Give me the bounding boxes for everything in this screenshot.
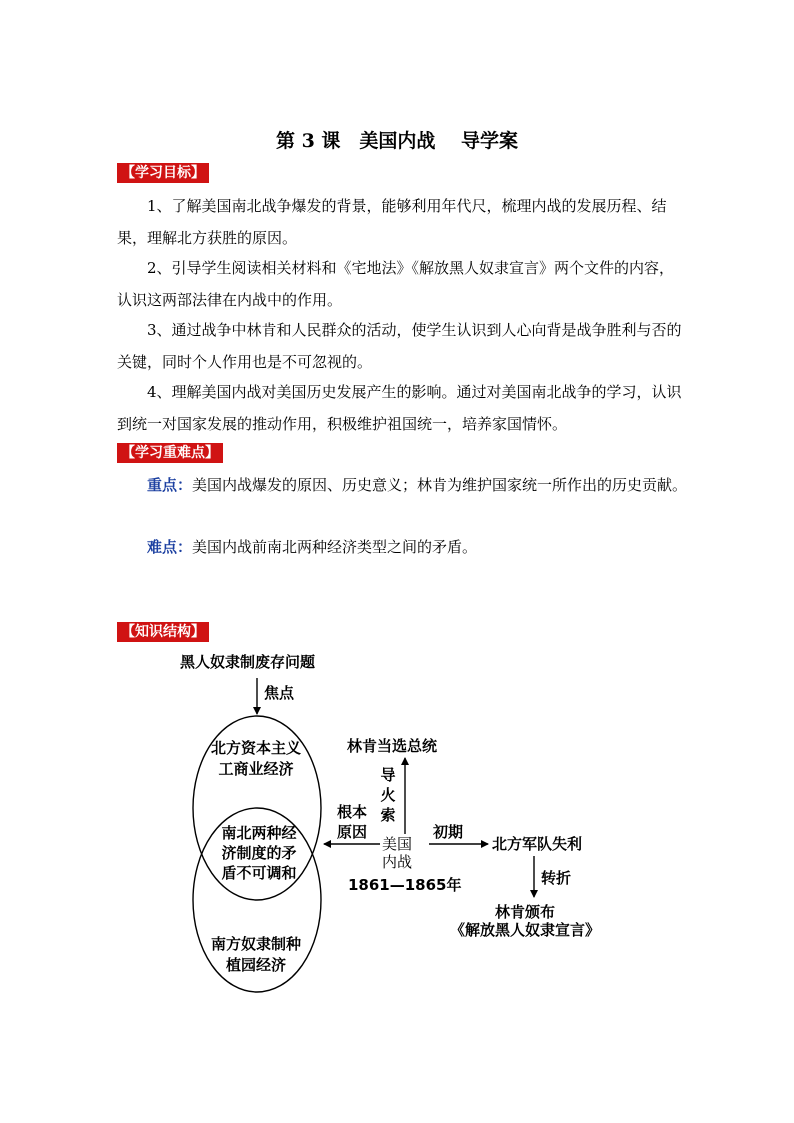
section-label-goals: 【学习目标】	[117, 163, 209, 183]
war-years-label: 1861—1865年	[348, 876, 462, 894]
knowledge-structure-diagram	[170, 650, 640, 1000]
root-cause-label: 根本原因	[336, 803, 367, 841]
lincoln-issue-label: 林肯颁布	[495, 903, 556, 921]
section-label-structure: 【知识结构】	[117, 622, 209, 642]
difficult-point-label: 难点：	[147, 538, 193, 556]
difficult-point-text: 美国内战前南北两种经济类型之间的矛盾。	[192, 538, 478, 556]
key-point	[117, 469, 689, 501]
key-point-label: 重点：	[147, 476, 193, 494]
north-economy-label: 北方资本主义工商业经济	[210, 739, 301, 778]
war-label-line1: 美国	[382, 835, 413, 853]
contradiction-label: 南北两种经济制度的矛盾不可调和	[221, 824, 297, 882]
lincoln-elected-label: 林肯当选总统	[347, 737, 438, 755]
key-point-text: 美国内战爆发的原因、历史意义；林肯为维护国家统一所作出的历史贡献。	[192, 476, 688, 494]
war-label-line2: 内战	[382, 853, 413, 871]
page-title: 第 3 课 美国内战 导学案	[275, 130, 519, 152]
proclamation-label: 《解放黑人奴隶宣言》	[450, 921, 601, 939]
top-issue-label: 黑人奴隶制废存问题	[180, 653, 316, 671]
north-defeat-label: 北方军队失利	[492, 835, 583, 853]
turning-label: 转折	[541, 869, 572, 887]
focus-label: 焦点	[264, 684, 295, 702]
early-label: 初期	[433, 823, 464, 841]
section-label-key: 【学习重难点】	[117, 443, 223, 463]
difficult-point	[117, 531, 689, 563]
goal-1: 1、了解美国南北战争爆发的背景，能够利用年代尺，梳理内战的发展历程、结果，理解北方获胜的原因。	[117, 197, 667, 247]
goal-3: 3、通过战争中林肯和人民群众的活动，使学生认识到人心向背是战争胜利与否的关键，同时个人作用也是不可忽视的。	[117, 321, 682, 371]
fuse-label: 导火索	[380, 766, 396, 824]
goal-2: 2、引导学生阅读相关材料和《宅地法》《解放黑人奴隶宣言》两个文件的内容，认识这两部法律在内战中的作用。	[117, 259, 675, 309]
south-economy-label: 南方奴隶制种植园经济	[210, 935, 301, 974]
goal-4: 4、理解美国内战对美国历史发展产生的影响。通过对美国南北战争的学习，认识到统一对国家发展的推动作用，积极维护祖国统一，培养家国情怀。	[117, 383, 682, 433]
